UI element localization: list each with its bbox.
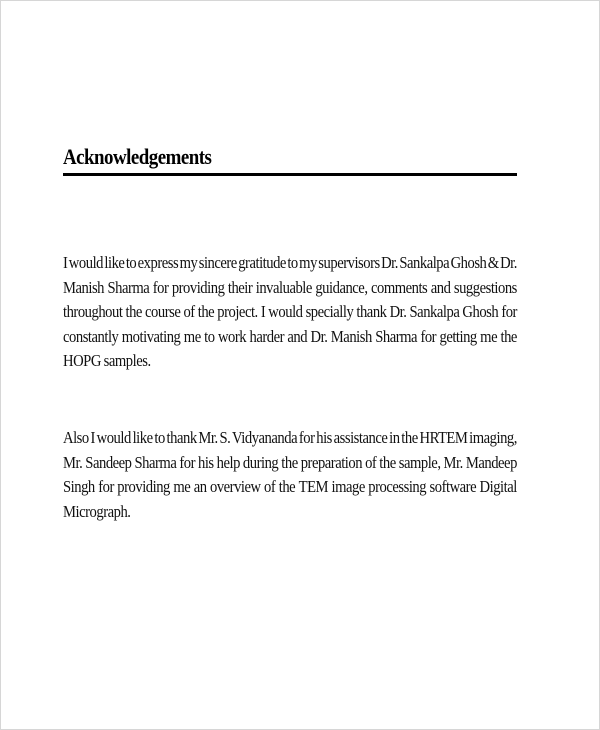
word: Manish — [63, 277, 105, 297]
word: the — [125, 302, 142, 321]
word: the — [379, 452, 396, 472]
word: of — [264, 477, 276, 496]
word: project. — [217, 302, 258, 321]
word: processing — [368, 477, 427, 496]
word: Sharma — [134, 452, 177, 472]
word: Mr. — [198, 428, 218, 447]
word: Mandeep — [465, 452, 517, 472]
word: I — [90, 428, 95, 447]
word: my — [179, 253, 198, 272]
word: help — [216, 452, 240, 472]
word: motivating — [121, 326, 181, 346]
word: Dr. — [389, 302, 407, 321]
paragraph-line — [63, 451, 517, 476]
paragraph-gratitude-supervisors — [63, 251, 517, 374]
word: throughout — [63, 302, 123, 321]
word: me — [480, 326, 498, 346]
word: to — [204, 326, 215, 346]
word: software — [429, 477, 477, 496]
word: for — [420, 326, 437, 346]
word: his — [316, 428, 332, 447]
word: I — [260, 302, 266, 321]
paragraph-line — [63, 426, 517, 451]
word: Singh — [63, 477, 95, 496]
word: Sandeep — [85, 452, 132, 472]
word: to — [125, 253, 137, 272]
word: me — [173, 477, 191, 496]
word: would — [268, 302, 303, 321]
word: suggestions — [453, 277, 517, 297]
word: for — [179, 452, 195, 472]
word: of — [365, 452, 377, 472]
word: overview — [209, 477, 261, 496]
word: supervisors — [318, 253, 380, 272]
word: his — [197, 452, 214, 472]
word: the — [500, 326, 517, 346]
word: Ghosh — [450, 253, 487, 272]
paragraph-thanks-colleagues — [63, 426, 517, 524]
paragraph-line — [63, 475, 517, 500]
word: the — [401, 428, 418, 447]
word: comments — [370, 277, 428, 297]
word: course — [145, 302, 181, 321]
word: guidance, — [315, 277, 368, 297]
word: preparation — [300, 452, 363, 472]
word: to — [154, 428, 165, 447]
word: express — [137, 253, 179, 272]
word: Sankalpa — [409, 302, 460, 321]
word: S. — [219, 428, 231, 447]
word: to — [287, 253, 298, 272]
word: and — [287, 326, 308, 346]
word: thank — [356, 302, 387, 321]
word: image — [331, 477, 365, 496]
word: Sharma — [107, 277, 150, 297]
word: HRTEM — [419, 428, 468, 447]
word: assistance — [333, 428, 388, 447]
word: during — [242, 452, 279, 472]
paragraph-line — [63, 276, 517, 301]
word: Ghosh — [462, 302, 499, 321]
word: sincere — [198, 253, 237, 272]
word: for — [298, 428, 315, 447]
word: getting — [439, 326, 477, 346]
word: the — [278, 477, 296, 496]
heading-rule-divider — [63, 173, 517, 176]
word: Dr. — [500, 253, 517, 272]
word: thank — [166, 428, 197, 447]
word: their — [227, 277, 253, 297]
word: I — [63, 253, 68, 272]
word: imaging, — [469, 428, 517, 447]
word: Mr. — [63, 452, 83, 472]
word: & — [487, 253, 499, 272]
paragraph-line — [63, 325, 517, 350]
paragraph-line: HOPG samples. — [63, 351, 151, 370]
paragraph-line: Micrograph. — [63, 501, 131, 521]
word: an — [193, 477, 207, 496]
word: sample, — [398, 452, 441, 472]
word: TEM — [298, 477, 329, 496]
word: gratitude — [238, 253, 286, 272]
word: providing — [117, 477, 170, 496]
word: Sharma — [375, 326, 418, 346]
word: work — [217, 326, 247, 346]
word: for — [501, 302, 517, 321]
word: Manish — [330, 326, 372, 346]
page-title: Acknowledgements — [63, 144, 212, 169]
word: me — [183, 326, 201, 346]
word: Dr. — [310, 326, 328, 346]
word: would — [68, 253, 104, 272]
word: Dr. — [381, 253, 398, 272]
word: the — [281, 452, 298, 472]
paragraph-line — [63, 300, 517, 325]
word: specially — [305, 302, 354, 321]
word: Also — [63, 428, 89, 447]
word: of — [183, 302, 195, 321]
word: like — [104, 253, 125, 272]
word: Mr. — [443, 452, 463, 472]
word: for — [152, 277, 169, 297]
word: in — [389, 428, 400, 447]
word: Sankalpa — [399, 253, 450, 272]
word: would — [96, 428, 131, 447]
word: constantly — [63, 326, 119, 346]
paragraph-line — [63, 251, 517, 276]
word: providing — [171, 277, 225, 297]
word: harder — [249, 326, 285, 346]
word: like — [132, 428, 153, 447]
word: Vidyananda — [232, 428, 298, 447]
word: invaluable — [255, 277, 312, 297]
word: the — [197, 302, 215, 321]
word: and — [430, 277, 451, 297]
word: Digital — [479, 477, 517, 496]
word: my — [299, 253, 317, 272]
word: for — [98, 477, 114, 496]
